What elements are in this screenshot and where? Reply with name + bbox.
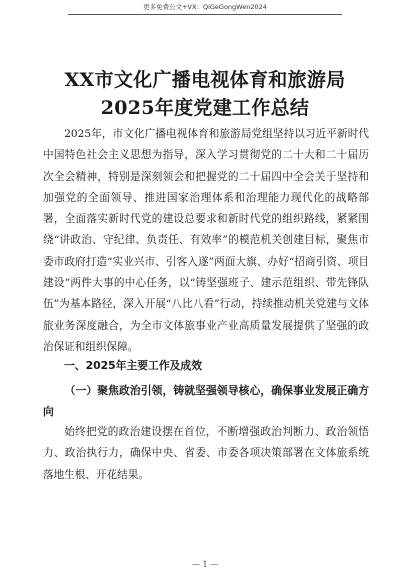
section-paragraph: 始终把党的政治建设摆在首位，不断增强政治判断力、政治领悟力、政治执行力，确保中央、省委、市委各项决策部署在文体旅系统落地生根、开花结果。 (43, 426, 369, 481)
page-number: — 1 — (191, 560, 219, 569)
section-heading: 一、2025年主要工作及成效 (64, 359, 203, 372)
subsection-heading: （一）聚焦政治引领，铸就坚强领导核心，确保事业发展正确方向 (43, 384, 369, 418)
document-title: XX市文化广播电视体育和旅游局2025年度党建工作总结 (64, 69, 346, 119)
intro-paragraph: 2025年，市文化广播电视体育和旅游局党组坚持以习近平新时代中国特色社会主义思想为指导，深入学习贯彻党的二十大和二十届历次全会精神，特别是深刻领会和把握党的二十届四中全会关于坚持和加强党的全面领导、推进国家治理体系和治理能力现代化的战略部署，全面落实新时代党的建设总要求和新时代党的组织路线，紧紧围绕“讲政治、守纪律、负责任、有效率”的模范机关创建目标，聚焦市委市政府打造“实业兴市、引客入遂”两面大旗、办好“招商引资、项目建设”两件大事的中心任务，以“铸坚强班子、建示范组织、带先锋队伍”为基本路径，深入开展“八比八看”行动，持续推动机关党建与文体旅业务深度融合，为全市文体旅事业产业高质量发展提供了坚强的政治保证和组织保障。 (43, 128, 369, 353)
header-divider (68, 14, 342, 15)
page-header-promo: 更多免费公文+VX：QiGeGongWen2024 (143, 3, 267, 11)
